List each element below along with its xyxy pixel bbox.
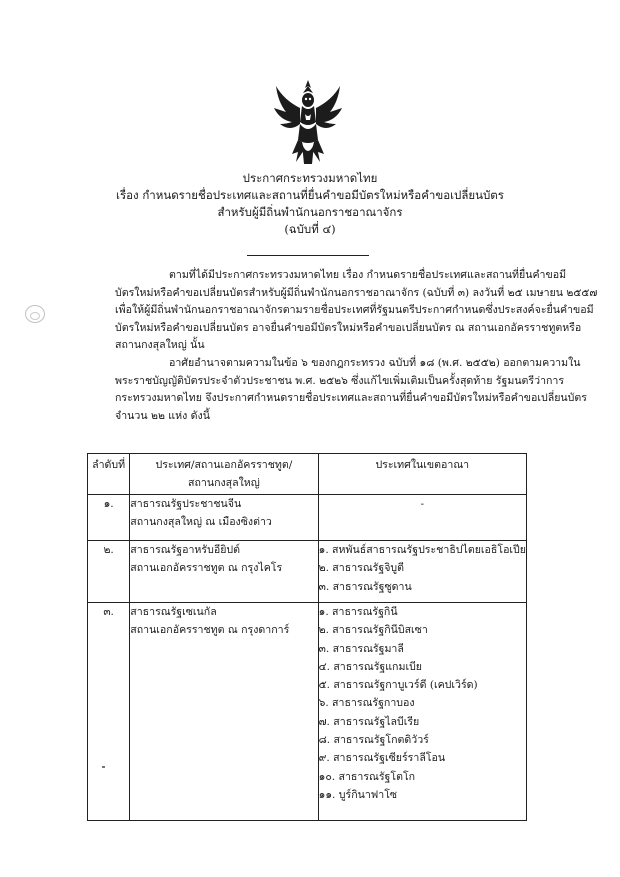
garuda-emblem-icon bbox=[272, 78, 344, 166]
country-name: สาธารณรัฐอาหรับอียิปต์ bbox=[130, 544, 240, 556]
table-row bbox=[88, 541, 527, 603]
jurisdiction-item: - bbox=[420, 498, 425, 510]
row-country bbox=[130, 495, 318, 541]
jurisdiction-item: ๑๐. สาธารณรัฐโตโก bbox=[318, 770, 416, 783]
row-order: ๓. bbox=[88, 603, 130, 821]
country-name: สาธารณรัฐเซเนกัล bbox=[130, 606, 217, 618]
hole-punch-mark-inner bbox=[30, 312, 40, 320]
paragraph-line: จำนวน ๒๒ แห่ง ดังนี้ bbox=[115, 409, 210, 422]
edition-number: (ฉบับที่ ๔) bbox=[284, 222, 336, 236]
table-header-row bbox=[88, 454, 527, 495]
row-order: ๒. bbox=[88, 541, 130, 603]
paragraph-preamble bbox=[115, 267, 598, 355]
row-jurisdiction bbox=[318, 495, 526, 541]
office-name: สถานเอกอัครราชทูต ณ กรุงดาการ์ bbox=[130, 624, 290, 637]
jurisdiction-item: ๒. สาธารณรัฐจิบูตี bbox=[318, 562, 405, 575]
paragraph-line: บัตรใหม่หรือคำขอเปลี่ยนบัตรสำหรับผู้มีถิ่นพำนักนอกราชอาณาจักร (ฉบับที่ ๓) ลงวันที่ ๒๕ เมษายน ๒๕๕๗ bbox=[115, 286, 598, 299]
title-divider bbox=[247, 255, 369, 256]
table-row bbox=[88, 603, 527, 821]
jurisdiction-item: ๓. สาธารณรัฐมาลี bbox=[318, 642, 404, 655]
row-country bbox=[130, 603, 318, 821]
paragraph-line: อาศัยอำนาจตามความในข้อ ๖ ของกฎกระทรวง ฉบับที่ ๑๘ (พ.ศ. ๒๕๕๒) ออกตามความใน bbox=[169, 357, 581, 369]
jurisdiction-item: ๒. สาธารณรัฐกินีบิสเซา bbox=[318, 624, 428, 637]
row-country bbox=[130, 541, 318, 603]
jurisdiction-item: ๗. สาธารณรัฐไลบีเรีย bbox=[318, 715, 420, 728]
table-row bbox=[88, 495, 527, 541]
jurisdiction-item: ๔. สาธารณรัฐแกมเบีย bbox=[318, 660, 423, 673]
office-name: สถานกงสุลใหญ่ ณ เมืองซิงต่าว bbox=[130, 516, 272, 529]
office-name: สถานเอกอัครราชทูต ณ กรุงไคโร bbox=[130, 562, 283, 575]
paragraph-line: สถานกงสุลใหญ่ นั้น bbox=[115, 339, 205, 352]
jurisdiction-item: ๕. สาธารณรัฐกาบูเวร์ดี (เคปเวิร์ด) bbox=[318, 679, 478, 692]
row-jurisdiction bbox=[318, 603, 526, 821]
paragraph-line: พระราชบัญญัติบัตรประจำตัวประชาชน พ.ศ. ๒๕๒๖ ซึ่งแก้ไขเพิ่มเติมเป็นครั้งสุดท้าย รัฐมนตรีว่าการ bbox=[115, 374, 565, 387]
paragraph-line: บัตรใหม่หรือคำขอเปลี่ยนบัตร อาจยื่นคำขอมีบัตรใหม่หรือคำขอเปลี่ยนบัตร ณ สถานเอกอัครราชทูตหรือ bbox=[115, 321, 582, 334]
scan-speck bbox=[102, 766, 105, 768]
header-order: ลำดับที่ bbox=[88, 454, 130, 495]
row-order: ๑. bbox=[88, 495, 130, 541]
header-jurisdiction: ประเทศในเขตอาณา bbox=[318, 454, 526, 495]
paragraph-authority bbox=[115, 355, 587, 425]
jurisdiction-item: ๑. สาธารณรัฐกินี bbox=[318, 606, 398, 618]
jurisdiction-item: ๘. สาธารณรัฐโกตดิวัวร์ bbox=[318, 734, 429, 747]
paragraph-line: เพื่อให้ผู้มีถิ่นพำนักนอกราชอาณาจักรตามรายชื่อประเทศที่รัฐมนตรีประกาศกำหนดซึ่งประสงค์จะยื่นคำขอมี bbox=[115, 304, 594, 317]
jurisdiction-item: ๑๑. บูร์กินาฟาโซ bbox=[318, 788, 398, 801]
jurisdiction-item: ๙. สาธารณรัฐเซียร์ราลีโอน bbox=[318, 752, 446, 765]
row-jurisdiction bbox=[318, 541, 526, 603]
subject-continuation: สำหรับผู้มีถิ่นพำนักนอกราชอาณาจักร bbox=[217, 205, 403, 219]
paragraph-line: ตามที่ได้มีประกาศกระทรวงมหาดไทย เรื่อง กำหนดรายชื่อประเทศและสถานที่ยื่นคำขอมี bbox=[169, 269, 567, 281]
jurisdiction-item: ๖. สาธารณรัฐกาบอง bbox=[318, 697, 415, 710]
issuer-title: ประกาศกระทรวงมหาดไทย bbox=[242, 171, 378, 185]
subject-line: เรื่อง กำหนดรายชื่อประเทศและสถานที่ยื่นคำขอมีบัตรใหม่หรือคำขอเปลี่ยนบัตร bbox=[116, 188, 504, 202]
country-name: สาธารณรัฐประชาชนจีน bbox=[130, 498, 242, 510]
country-table bbox=[87, 453, 527, 821]
header-country bbox=[130, 454, 318, 495]
jurisdiction-item: ๓. สาธารณรัฐซูดาน bbox=[318, 580, 412, 593]
header-country-line1: ประเทศ/สถานเอกอัครราชทูต/ bbox=[155, 459, 293, 471]
jurisdiction-item: ๑. สหพันธ์สาธารณรัฐประชาธิปไตยเอธิโอเปีย bbox=[318, 544, 526, 556]
paragraph-line: กระทรวงมหาดไทย จึงประกาศกำหนดรายชื่อประเทศและสถานที่ยื่นคำขอมีบัตรใหม่หรือคำขอเปลี่ยนบัตร bbox=[115, 392, 587, 405]
header-country-line2: สถานกงสุลใหญ่ bbox=[188, 477, 260, 490]
